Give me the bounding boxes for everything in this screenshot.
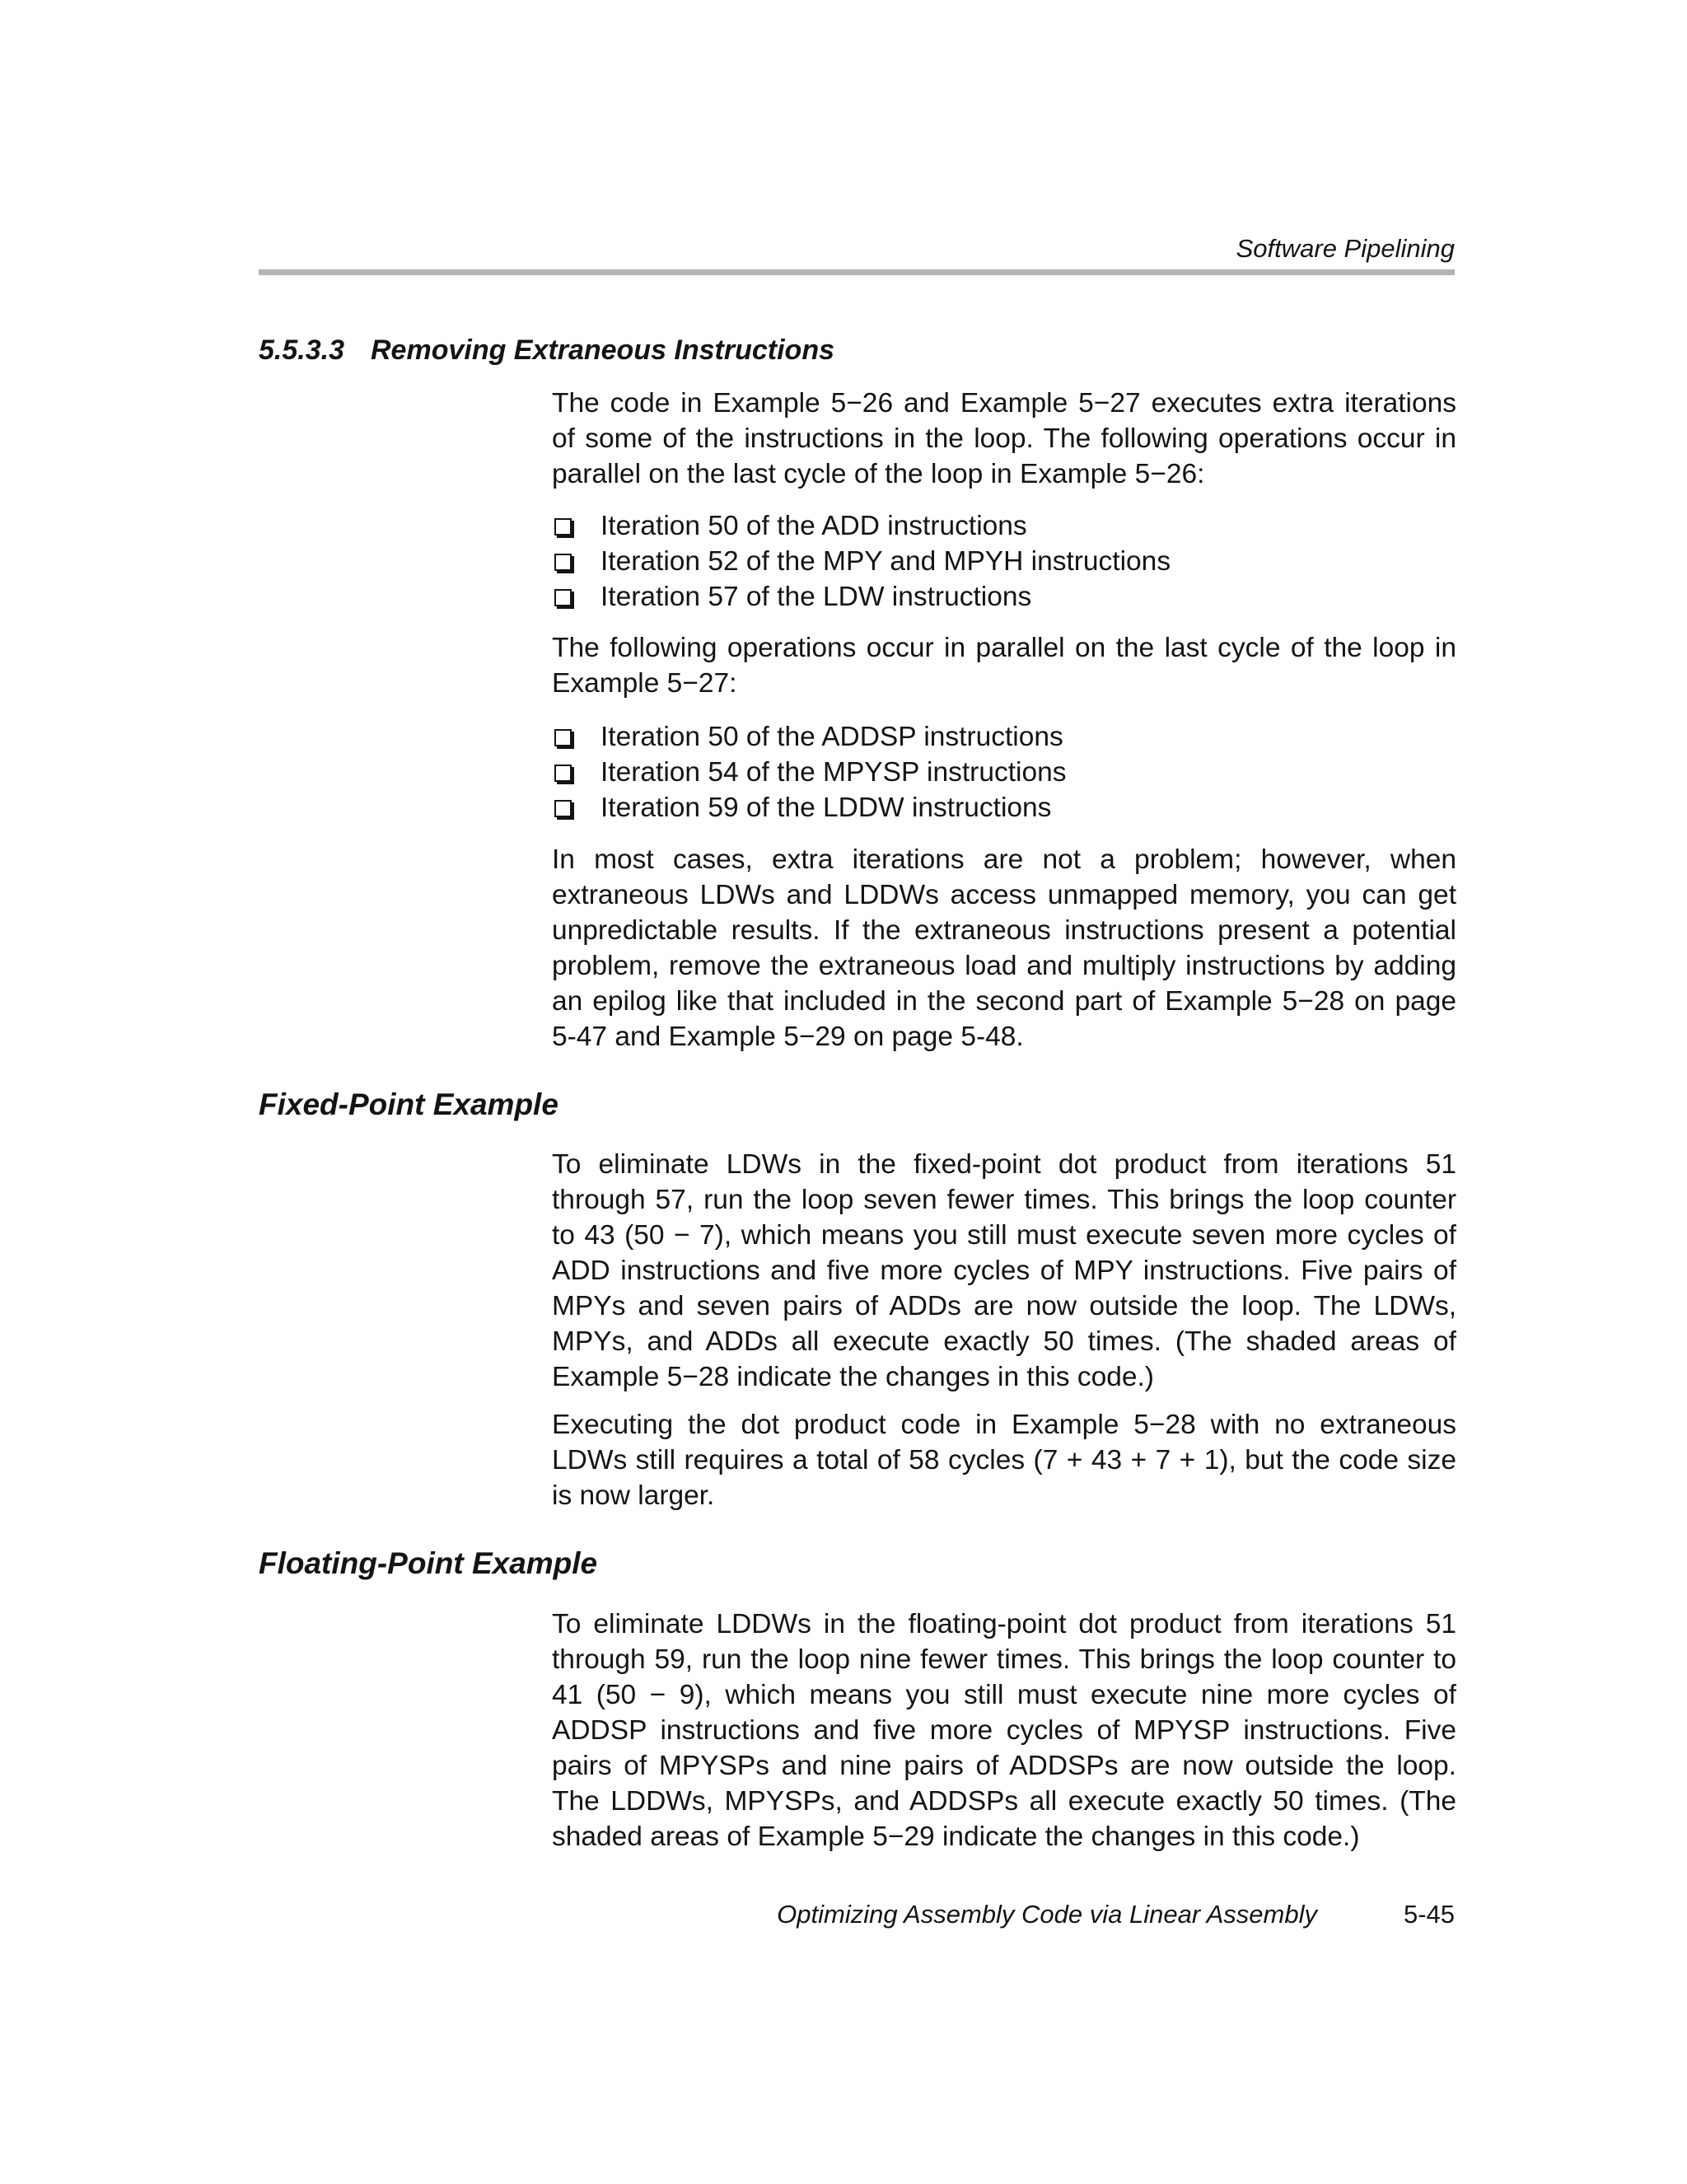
section-title: Removing Extraneous Instructions xyxy=(371,334,834,366)
header-rule xyxy=(259,269,1455,275)
bullet-list-example-5-27 xyxy=(552,719,1456,825)
footer-page-number: 5-45 xyxy=(1403,1900,1455,1929)
fixed-point-heading: Fixed-Point Example xyxy=(259,1087,558,1121)
list-item xyxy=(552,579,1456,615)
floating-point-paragraph: To eliminate LDDWs in the floating-point dot product from iterations 51 through 59, run the loop nine fewer times. This brings the loop counter to 41 (50 − 9), which means you still must execute nine more cycles of ADDSP instructions and five more cycles of MPYSP instructions. Five pairs of MPYSPs and nine pairs of ADDSPs are now outside the loop. The LDDWs, MPYSPs, and ADDSPs all execute exactly 50 times. (The shaded areas of Example 5−29 indicate the changes in this code.) xyxy=(552,1609,1456,1852)
fixed-point-paragraph-2: Executing the dot product code in Example 5−28 with no extraneous LDWs still requires a total of 58 cycles (7 + 43 + 7 + 1), but the code size is now larger. xyxy=(552,1410,1456,1511)
list-item-text: Iteration 52 of the MPY and MPYH instructions xyxy=(600,546,1171,577)
list-item-text: Iteration 50 of the ADDSP instructions xyxy=(600,722,1063,752)
list-item-text: Iteration 50 of the ADD instructions xyxy=(600,511,1027,541)
running-header-title: Software Pipelining xyxy=(1236,234,1455,263)
section-heading xyxy=(259,334,834,367)
section-number: 5.5.3.3 xyxy=(259,334,344,366)
intro-paragraph: The code in Example 5−26 and Example 5−27 executes extra iterations of some of the instructions in the loop. The following operations occur in parallel on the last cycle of the loop in Example 5−26: xyxy=(552,388,1456,489)
checkbox-bullet-icon xyxy=(554,554,572,571)
list-item-text: Iteration 59 of the LDDW instructions xyxy=(600,793,1052,823)
list-item xyxy=(552,508,1456,544)
middle-paragraph: The following operations occur in parallel on the last cycle of the loop in Example 5−27: xyxy=(552,633,1456,699)
closing-paragraph: In most cases, extra iterations are not a problem; however, when extraneous LDWs and LDDWs access unmapped memory, you can get unpredictable results. If the extraneous instructions present a potential problem, remove the extraneous load and multiply instructions by adding an epilog like that included in the second part of Example 5−28 on page 5-47 and Example 5−29 on page 5-48. xyxy=(552,844,1456,1052)
checkbox-bullet-icon xyxy=(554,518,572,535)
bullet-list-example-5-26 xyxy=(552,508,1456,615)
footer-chapter-title: Optimizing Assembly Code via Linear Assembly xyxy=(777,1900,1317,1929)
floating-point-heading: Floating-Point Example xyxy=(259,1546,598,1580)
list-item xyxy=(552,790,1456,825)
checkbox-bullet-icon xyxy=(554,589,572,606)
checkbox-bullet-icon xyxy=(554,729,572,746)
list-item-text: Iteration 54 of the MPYSP instructions xyxy=(600,757,1067,788)
list-item xyxy=(552,755,1456,790)
list-item-text: Iteration 57 of the LDW instructions xyxy=(600,582,1032,612)
fixed-point-paragraph-1: To eliminate LDWs in the fixed-point dot product from iterations 51 through 57, run the loop seven fewer times. This brings the loop counter to 43 (50 − 7), which means you still must execute seven more cycles of ADD instructions and five more cycles of MPY instructions. Five pairs of MPYs and seven pairs of ADDs are now outside the loop. The LDWs, MPYs, and ADDs all execute exactly 50 times. (The shaded areas of Example 5−28 indicate the changes in this code.) xyxy=(552,1149,1456,1392)
list-item xyxy=(552,544,1456,579)
checkbox-bullet-icon xyxy=(554,765,572,782)
list-item xyxy=(552,719,1456,755)
checkbox-bullet-icon xyxy=(554,800,572,817)
